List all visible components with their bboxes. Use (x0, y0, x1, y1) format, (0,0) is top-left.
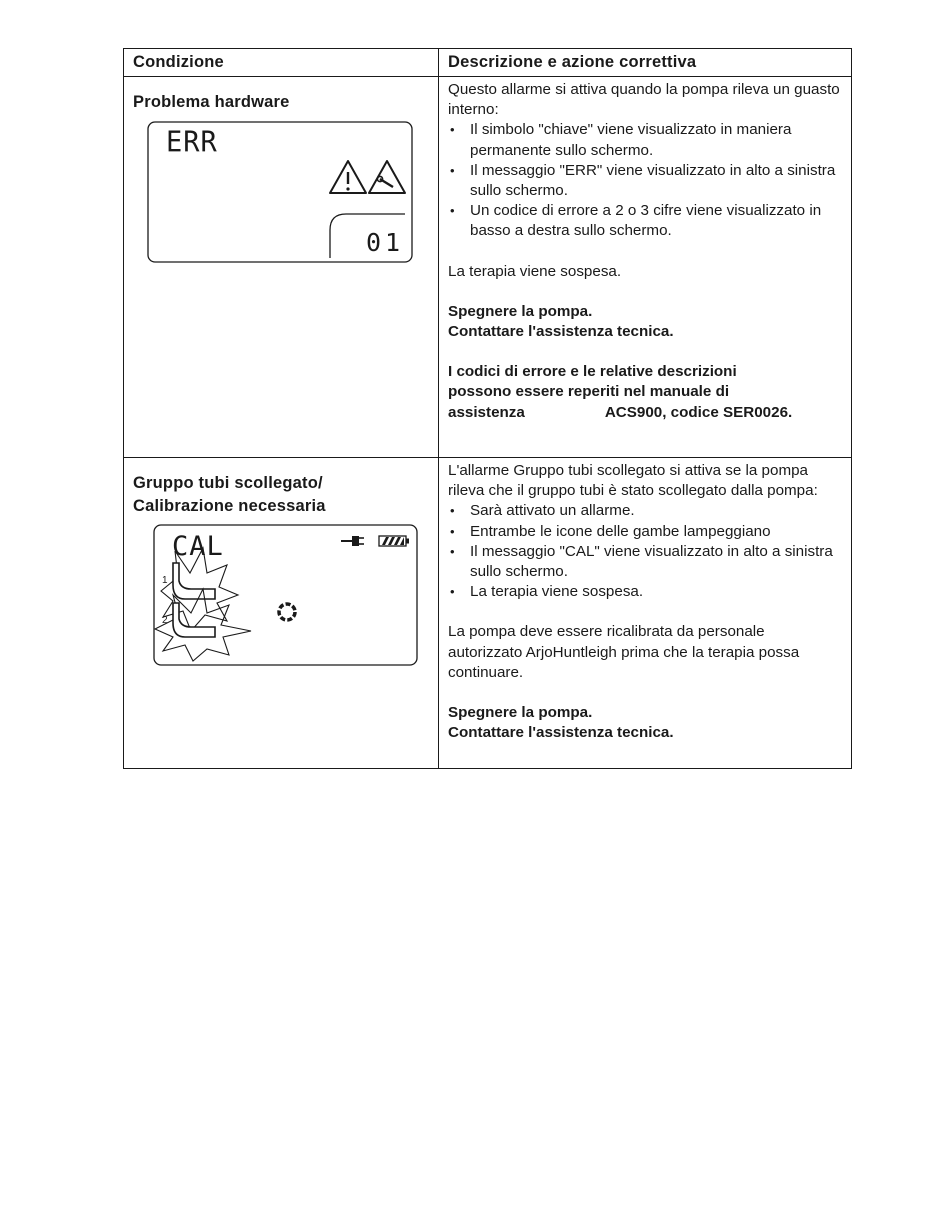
warning-triangle-icon (330, 161, 366, 193)
table-row (124, 77, 852, 458)
pump-rotor-icon (279, 604, 295, 620)
error-codes-line-3b: ACS900, codice SER0026. (604, 403, 793, 421)
list-item: • Il messaggio "ERR" viene visualizzato in alto a sinistra sullo schermo. (448, 161, 842, 201)
header-condition: Condizione (124, 49, 439, 77)
list-item: • Sarà attivato un allarme. (448, 501, 842, 521)
table-header-row (124, 49, 852, 77)
action-contact-support: Contattare l'assistenza tecnica. (448, 724, 674, 742)
plug-icon (341, 536, 364, 546)
leg-1-label: 1 (162, 575, 168, 586)
bullet-list (448, 501, 842, 602)
lcd-err-text: ERR (166, 124, 218, 159)
list-item: • Un codice di errore a 2 o 3 cifre viene visualizzato in basso a destra sullo schermo. (448, 201, 842, 241)
condition-title: Problema hardware (133, 93, 290, 111)
description-intro: Questo allarme si attiva quando la pompa rileva un guasto interno: (448, 81, 840, 119)
action-turn-off: Spegnere la pompa. (448, 302, 593, 320)
description-cell (439, 77, 852, 458)
lcd-error-code: 01 (366, 228, 405, 257)
condition-title-line-2: Calibrazione necessaria (133, 497, 326, 515)
list-item: • Il messaggio "CAL" viene visualizzato in alto a sinistra sullo schermo. (448, 542, 842, 582)
therapy-note: La terapia viene sospesa. (448, 262, 622, 280)
description-cell (439, 458, 852, 769)
error-codes-line-1: I codici di errore e le relative descrizioni (448, 363, 737, 381)
description-intro: L'allarme Gruppo tubi scollegato si attiva se la pompa rileva che il gruppo tubi è stato scollegato dalla pompa: (448, 462, 818, 500)
wrench-triangle-icon (369, 161, 405, 193)
lcd-display-err (133, 118, 433, 268)
action-contact-support: Contattare l'assistenza tecnica. (448, 323, 674, 341)
list-item: • Il simbolo "chiave" viene visualizzato in maniera permanente sullo schermo. (448, 120, 842, 160)
header-description: Descrizione e azione correttiva (439, 49, 852, 77)
recalibration-note: La pompa deve essere ricalibrata da personale autorizzato ArjoHuntleigh prima che la terapia possa continuare. (448, 623, 800, 681)
list-item: • La terapia viene sospesa. (448, 582, 842, 602)
lcd-cal-text: CAL (172, 531, 224, 562)
bullet-list (448, 120, 842, 241)
lcd-display-cal (133, 521, 433, 671)
error-codes-line-3 (448, 403, 842, 423)
error-codes-line-2: possono essere reperiti nel manuale di (448, 383, 730, 401)
alarm-table (123, 48, 852, 769)
condition-cell (124, 458, 439, 769)
list-item: • Entrambe le icone delle gambe lampeggiano (448, 522, 842, 542)
leg-2-label: 2 (162, 615, 168, 626)
battery-icon (379, 536, 409, 546)
condition-cell (124, 77, 439, 458)
error-codes-line-3a: assistenza (448, 403, 525, 421)
action-turn-off: Spegnere la pompa. (448, 704, 593, 722)
table-row (124, 458, 852, 769)
condition-title-line-1: Gruppo tubi scollegato/ (133, 474, 323, 492)
